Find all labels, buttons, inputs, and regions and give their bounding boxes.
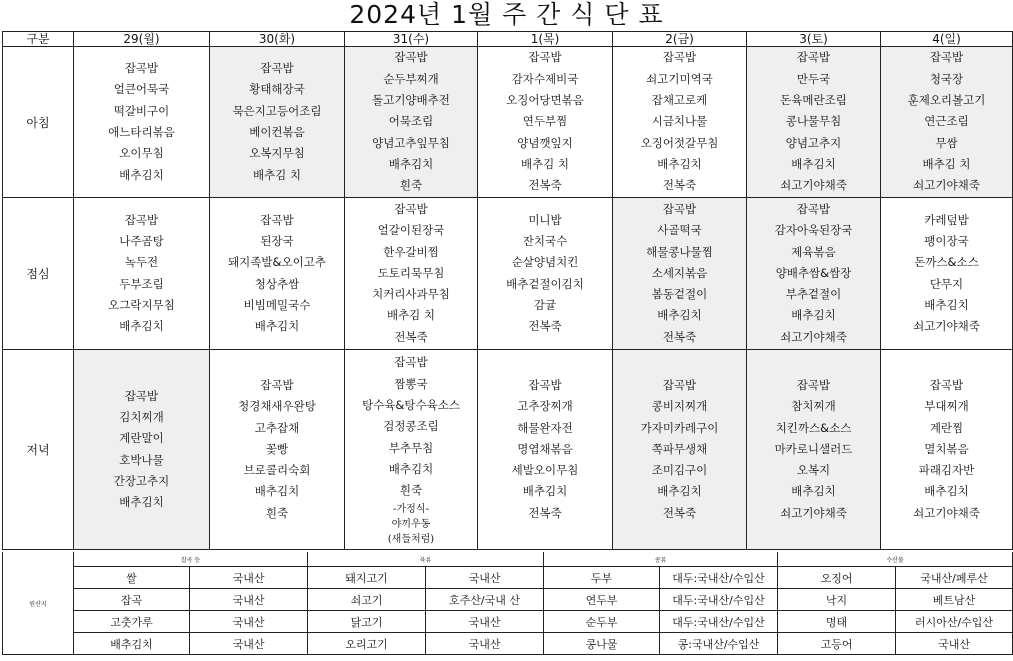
menu-item: 청국장 [929, 71, 964, 86]
menu-item: 배추김치 [791, 308, 836, 323]
menu-item: 오복지무침 [249, 146, 305, 161]
menu-cell [747, 350, 881, 550]
menu-cell [747, 47, 881, 198]
menu-cell [881, 350, 1013, 550]
menu-item: 부추무침 [388, 440, 434, 455]
menu-item: 감귤 [533, 297, 557, 312]
menu-item: 배추김치 [657, 308, 702, 323]
menu-item: 양념깻잎지 [517, 135, 573, 150]
menu-cell [345, 47, 478, 198]
menu-item: 명엽채볶음 [517, 441, 573, 456]
origin-item: 낙지 [778, 589, 896, 611]
menu-item: 돌고기양배추전 [372, 93, 450, 108]
menu-item: 잡곡밥 [662, 50, 697, 65]
menu-item: 야끼우동 [391, 518, 431, 530]
menu-item: 양념고추지 [785, 135, 842, 150]
day-header: 1(목) [478, 32, 613, 47]
origin-country: 대두:국내산/수입산 [660, 567, 778, 589]
menu-item: 얼큰어묵국 [113, 82, 170, 97]
menu-item: 배추김 치 [922, 156, 971, 171]
menu-item: 묵은지고등어조림 [232, 103, 322, 118]
origin-table [2, 552, 1013, 655]
menu-item: 애느타리볶음 [108, 125, 175, 139]
menu-item: 돈까스&소스 [914, 255, 979, 270]
menu-item: 청상추쌈 [254, 276, 300, 291]
menu-item: 흰죽 [399, 178, 423, 193]
menu-item: 소세지볶음 [651, 265, 708, 280]
menu-item: 계란찜 [929, 420, 964, 435]
menu-item: 탕수육&탕수육소스 [362, 398, 460, 413]
menu-item: 마카로니샐러드 [774, 441, 853, 456]
origin-item: 오징어 [778, 567, 896, 589]
menu-item: 간장고추지 [113, 473, 170, 488]
origin-item: 고등어 [778, 633, 896, 655]
menu-item: 잡곡밥 [394, 355, 428, 370]
origin-item: 연두부 [544, 589, 660, 611]
meal-label: 점심 [3, 198, 74, 350]
menu-item: 미니밥 [528, 212, 562, 227]
menu-item: 검정콩조림 [383, 419, 439, 434]
menu-item: 베이컨볶음 [249, 125, 305, 139]
menu-item: 배추김치 [791, 484, 836, 499]
menu-item: 배추김치 [388, 156, 434, 171]
menu-item: 배추겉절이김치 [506, 276, 584, 291]
menu-item: 황태해장국 [249, 82, 305, 97]
origin-country: 국내산 [190, 567, 308, 589]
day-header: 30(화) [210, 32, 345, 47]
menu-item: 잡곡밥 [260, 212, 294, 227]
corner-label: 구분 [3, 32, 74, 47]
menu-item: 배추김치 [119, 495, 164, 510]
menu-item: 고추잡채 [254, 420, 300, 435]
menu-item: 잡곡밥 [394, 50, 428, 65]
menu-item: 오징어당면볶음 [506, 93, 584, 108]
day-header: 4(일) [881, 32, 1013, 47]
menu-item: 잡곡밥 [528, 377, 562, 392]
menu-cell [881, 198, 1013, 350]
origin-country: 대두:국내산/수입산 [660, 611, 778, 633]
origin-row [3, 611, 1013, 633]
menu-cell [210, 47, 345, 198]
menu-item: 단무지 [929, 276, 964, 291]
menu-item: 쇠고기미역국 [646, 71, 713, 86]
origin-country: 국내산 [190, 611, 308, 633]
menu-item: 제육볶음 [791, 244, 836, 259]
menu-cell [478, 350, 613, 550]
menu-item: 잡곡밥 [124, 388, 159, 403]
meal-row-breakfast [3, 47, 1013, 198]
origin-country: 국내산 [426, 611, 544, 633]
menu-item: 쇠고기야채죽 [913, 505, 980, 520]
menu-item: 배추김치 [791, 156, 836, 171]
menu-item: 콩비지찌개 [651, 399, 708, 414]
meal-row-dinner [3, 350, 1013, 550]
menu-item: 오징어젓갈무침 [640, 135, 719, 150]
menu-item: 시금치나물 [651, 114, 708, 129]
menu-item: 짬뽕국 [394, 376, 428, 391]
menu-item: 나주곰탕 [119, 233, 164, 248]
menu-item: 된장국 [260, 233, 294, 248]
menu-item: 잡곡밥 [662, 377, 697, 392]
origin-item: 쇠고기 [308, 589, 426, 611]
menu-item: 전복죽 [528, 505, 562, 520]
origin-country: 러시아산/수입산 [896, 611, 1013, 633]
menu-item: (새들처럼) [387, 533, 435, 545]
origin-item: 배추김치 [74, 633, 190, 655]
menu-item: 녹두전 [124, 255, 159, 270]
menu-item: 잡곡밥 [260, 377, 294, 392]
origin-item: 오리고기 [308, 633, 426, 655]
menu-cell [613, 350, 747, 550]
menu-item: 부추겉절이 [785, 287, 842, 302]
menu-item: 조미김구이 [651, 463, 708, 478]
menu-item: 파래김자반 [918, 463, 975, 478]
menu-cell [345, 198, 478, 350]
origin-item: 쌀 [74, 567, 190, 589]
menu-item: 브로콜리숙회 [243, 463, 311, 478]
origin-country: 국내산 [896, 633, 1013, 655]
menu-item: 배추김치 [119, 319, 164, 334]
menu-item: 치킨까스&소스 [775, 420, 852, 435]
menu-item: 감자아욱된장국 [774, 223, 853, 238]
origin-label: 원산지 [3, 552, 74, 655]
origin-country: 콩:국내산/수입산 [660, 633, 778, 655]
origin-country: 국내산/페루산 [896, 567, 1013, 589]
menu-item: 배추김치 [924, 484, 969, 499]
menu-item: 전복죽 [662, 329, 697, 344]
origin-country: 대두:국내산/수입산 [660, 589, 778, 611]
menu-cell [210, 350, 345, 550]
menu-item: 전복죽 [528, 319, 562, 334]
menu-item: -가정식- [392, 503, 430, 515]
menu-item: 감자수제비국 [511, 71, 579, 86]
menu-cell [747, 198, 881, 350]
menu-item: 멸치볶음 [924, 441, 969, 456]
menu-item: 배추김치 [119, 167, 164, 182]
menu-item: 꽃빵 [265, 441, 289, 456]
menu-item: 잡곡밥 [796, 377, 831, 392]
menu-cell [478, 47, 613, 198]
day-header: 29(월) [74, 32, 210, 47]
menu-item: 잔치국수 [522, 233, 568, 248]
menu-item: 비빔메밀국수 [243, 297, 311, 312]
menu-item: 청경채새우완탕 [238, 399, 316, 414]
day-header-row [3, 32, 1013, 47]
menu-item: 쇠고기야채죽 [780, 329, 847, 344]
menu-item: 해물완자전 [517, 420, 573, 435]
menu-item: 만두국 [796, 71, 831, 86]
menu-item: 순두부찌개 [383, 71, 439, 86]
menu-item: 오이무침 [119, 146, 164, 161]
meal-label: 저녁 [3, 350, 74, 550]
menu-cell [74, 198, 210, 350]
menu-item: 쇠고기야채죽 [780, 178, 847, 193]
origin-country: 베트남산 [896, 589, 1013, 611]
origin-country: 국내산 [426, 633, 544, 655]
menu-item: 흰죽 [399, 483, 423, 498]
menu-item: 해물콩나물찜 [646, 244, 713, 259]
menu-item: 오그락지무침 [108, 297, 175, 312]
menu-item: 봄동겉절이 [651, 287, 708, 302]
menu-item: 잡곡밥 [394, 201, 428, 216]
menu-item: 훈제오리볼고기 [907, 93, 986, 108]
menu-item: 전복죽 [662, 178, 697, 193]
weekly-menu-table [2, 31, 1013, 550]
origin-country: 국내산 [190, 633, 308, 655]
menu-cell [210, 198, 345, 350]
menu-item: 배추김 치 [386, 308, 436, 323]
menu-item: 치커리사과무침 [372, 287, 450, 302]
origin-row [3, 589, 1013, 611]
menu-item: 배추김치 [657, 484, 702, 499]
menu-item: 배추김치 [924, 297, 969, 312]
day-header: 2(금) [613, 32, 747, 47]
menu-item: 연근조림 [924, 114, 969, 129]
menu-item: 얼갈이된장국 [377, 223, 445, 238]
menu-item: 배추김치 [254, 484, 300, 499]
menu-cell [345, 350, 478, 550]
menu-item: 쪽파무생채 [651, 441, 708, 456]
menu-item: 쇠고기야채죽 [780, 505, 847, 520]
menu-cell [74, 350, 210, 550]
menu-cell [478, 198, 613, 350]
origin-country: 국내산 [426, 567, 544, 589]
menu-item: 흰죽 [265, 505, 289, 520]
menu-item: 참치찌개 [791, 399, 836, 414]
menu-item: 사골떡국 [657, 223, 702, 238]
menu-item: 고추장찌개 [517, 399, 573, 414]
day-header: 31(수) [345, 32, 478, 47]
origin-item: 고춧가루 [74, 611, 190, 633]
menu-item: 잡곡밥 [124, 212, 159, 227]
menu-item: 배추김치 [254, 319, 300, 334]
menu-item: 쇠고기야채죽 [913, 319, 980, 334]
menu-item: 배추김 치 [252, 167, 302, 182]
menu-item: 카레덮밥 [924, 212, 969, 227]
menu-item: 김치찌개 [119, 409, 164, 424]
menu-item: 잡곡밥 [796, 50, 831, 65]
menu-item: 돼지족발&오이고추 [228, 255, 326, 270]
menu-item: 순살양념치킨 [511, 255, 579, 270]
meal-row-lunch [3, 198, 1013, 350]
menu-cell [881, 47, 1013, 198]
menu-item: 배추김 치 [520, 156, 570, 171]
menu-item: 배추김치 [388, 461, 434, 476]
origin-group-header: 콩류 [544, 552, 778, 567]
menu-item: 잡곡밥 [662, 201, 697, 216]
menu-item: 전복죽 [394, 329, 428, 344]
origin-item: 잡곡 [74, 589, 190, 611]
menu-item: 어묵조림 [388, 114, 434, 129]
menu-item: 배추김치 [522, 484, 568, 499]
menu-item: 전복죽 [662, 505, 697, 520]
origin-item: 순두부 [544, 611, 660, 633]
menu-item: 팽이장국 [924, 233, 969, 248]
origin-country: 호주산/국내 산 [426, 589, 544, 611]
origin-item: 닭고기 [308, 611, 426, 633]
menu-item: 가자미카레구이 [640, 420, 719, 435]
meal-label: 아침 [3, 47, 74, 198]
origin-item: 두부 [544, 567, 660, 589]
menu-cell [613, 198, 747, 350]
origin-group-header: 수산물 [778, 552, 1013, 567]
day-header: 3(토) [747, 32, 881, 47]
menu-item: 잡곡밥 [528, 50, 562, 65]
menu-item: 연두부찜 [522, 114, 568, 129]
menu-item: 잡곡밥 [124, 61, 159, 76]
origin-row [3, 567, 1013, 589]
menu-item: 양념고추잎무침 [372, 135, 450, 150]
origin-item: 돼지고기 [308, 567, 426, 589]
menu-item: 잡곡밥 [929, 377, 964, 392]
origin-item: 콩나물 [544, 633, 660, 655]
menu-item: 전복죽 [528, 178, 562, 193]
menu-item: 잡채고로케 [651, 93, 708, 108]
menu-item: 무쌈 [935, 135, 958, 150]
menu-item: 배추김치 [657, 156, 702, 171]
origin-row [3, 633, 1013, 655]
page-title: 2024년 1월 주 간 식 단 표 [349, 0, 664, 29]
menu-item: 잡곡밥 [260, 61, 294, 76]
menu-item: 세발오이무침 [511, 463, 579, 478]
menu-item: 떡갈비구이 [113, 103, 170, 118]
menu-item: 도토리묵무침 [377, 265, 445, 280]
menu-cell [74, 47, 210, 198]
origin-group-header: 잡곡 등 [74, 552, 308, 567]
menu-cell [613, 47, 747, 198]
menu-item: 잡곡밥 [796, 201, 831, 216]
menu-item: 호박나물 [119, 452, 164, 467]
origin-country: 국내산 [190, 589, 308, 611]
menu-item: 두부조림 [119, 276, 164, 291]
menu-item: 한우갈비찜 [383, 244, 439, 259]
menu-item: 계란말이 [119, 431, 164, 446]
menu-item: 돈육메란조림 [780, 93, 847, 108]
menu-item: 부대찌개 [924, 399, 969, 414]
menu-item: 쇠고기야채죽 [913, 178, 980, 193]
origin-group-row [3, 552, 1013, 567]
menu-item: 오복지 [796, 463, 831, 478]
menu-item: 콩나물무침 [785, 114, 842, 129]
origin-group-header: 육류 [308, 552, 544, 567]
menu-item: 양배추쌈&쌈장 [775, 265, 852, 280]
origin-item: 명태 [778, 611, 896, 633]
menu-item: 잡곡밥 [929, 50, 964, 65]
